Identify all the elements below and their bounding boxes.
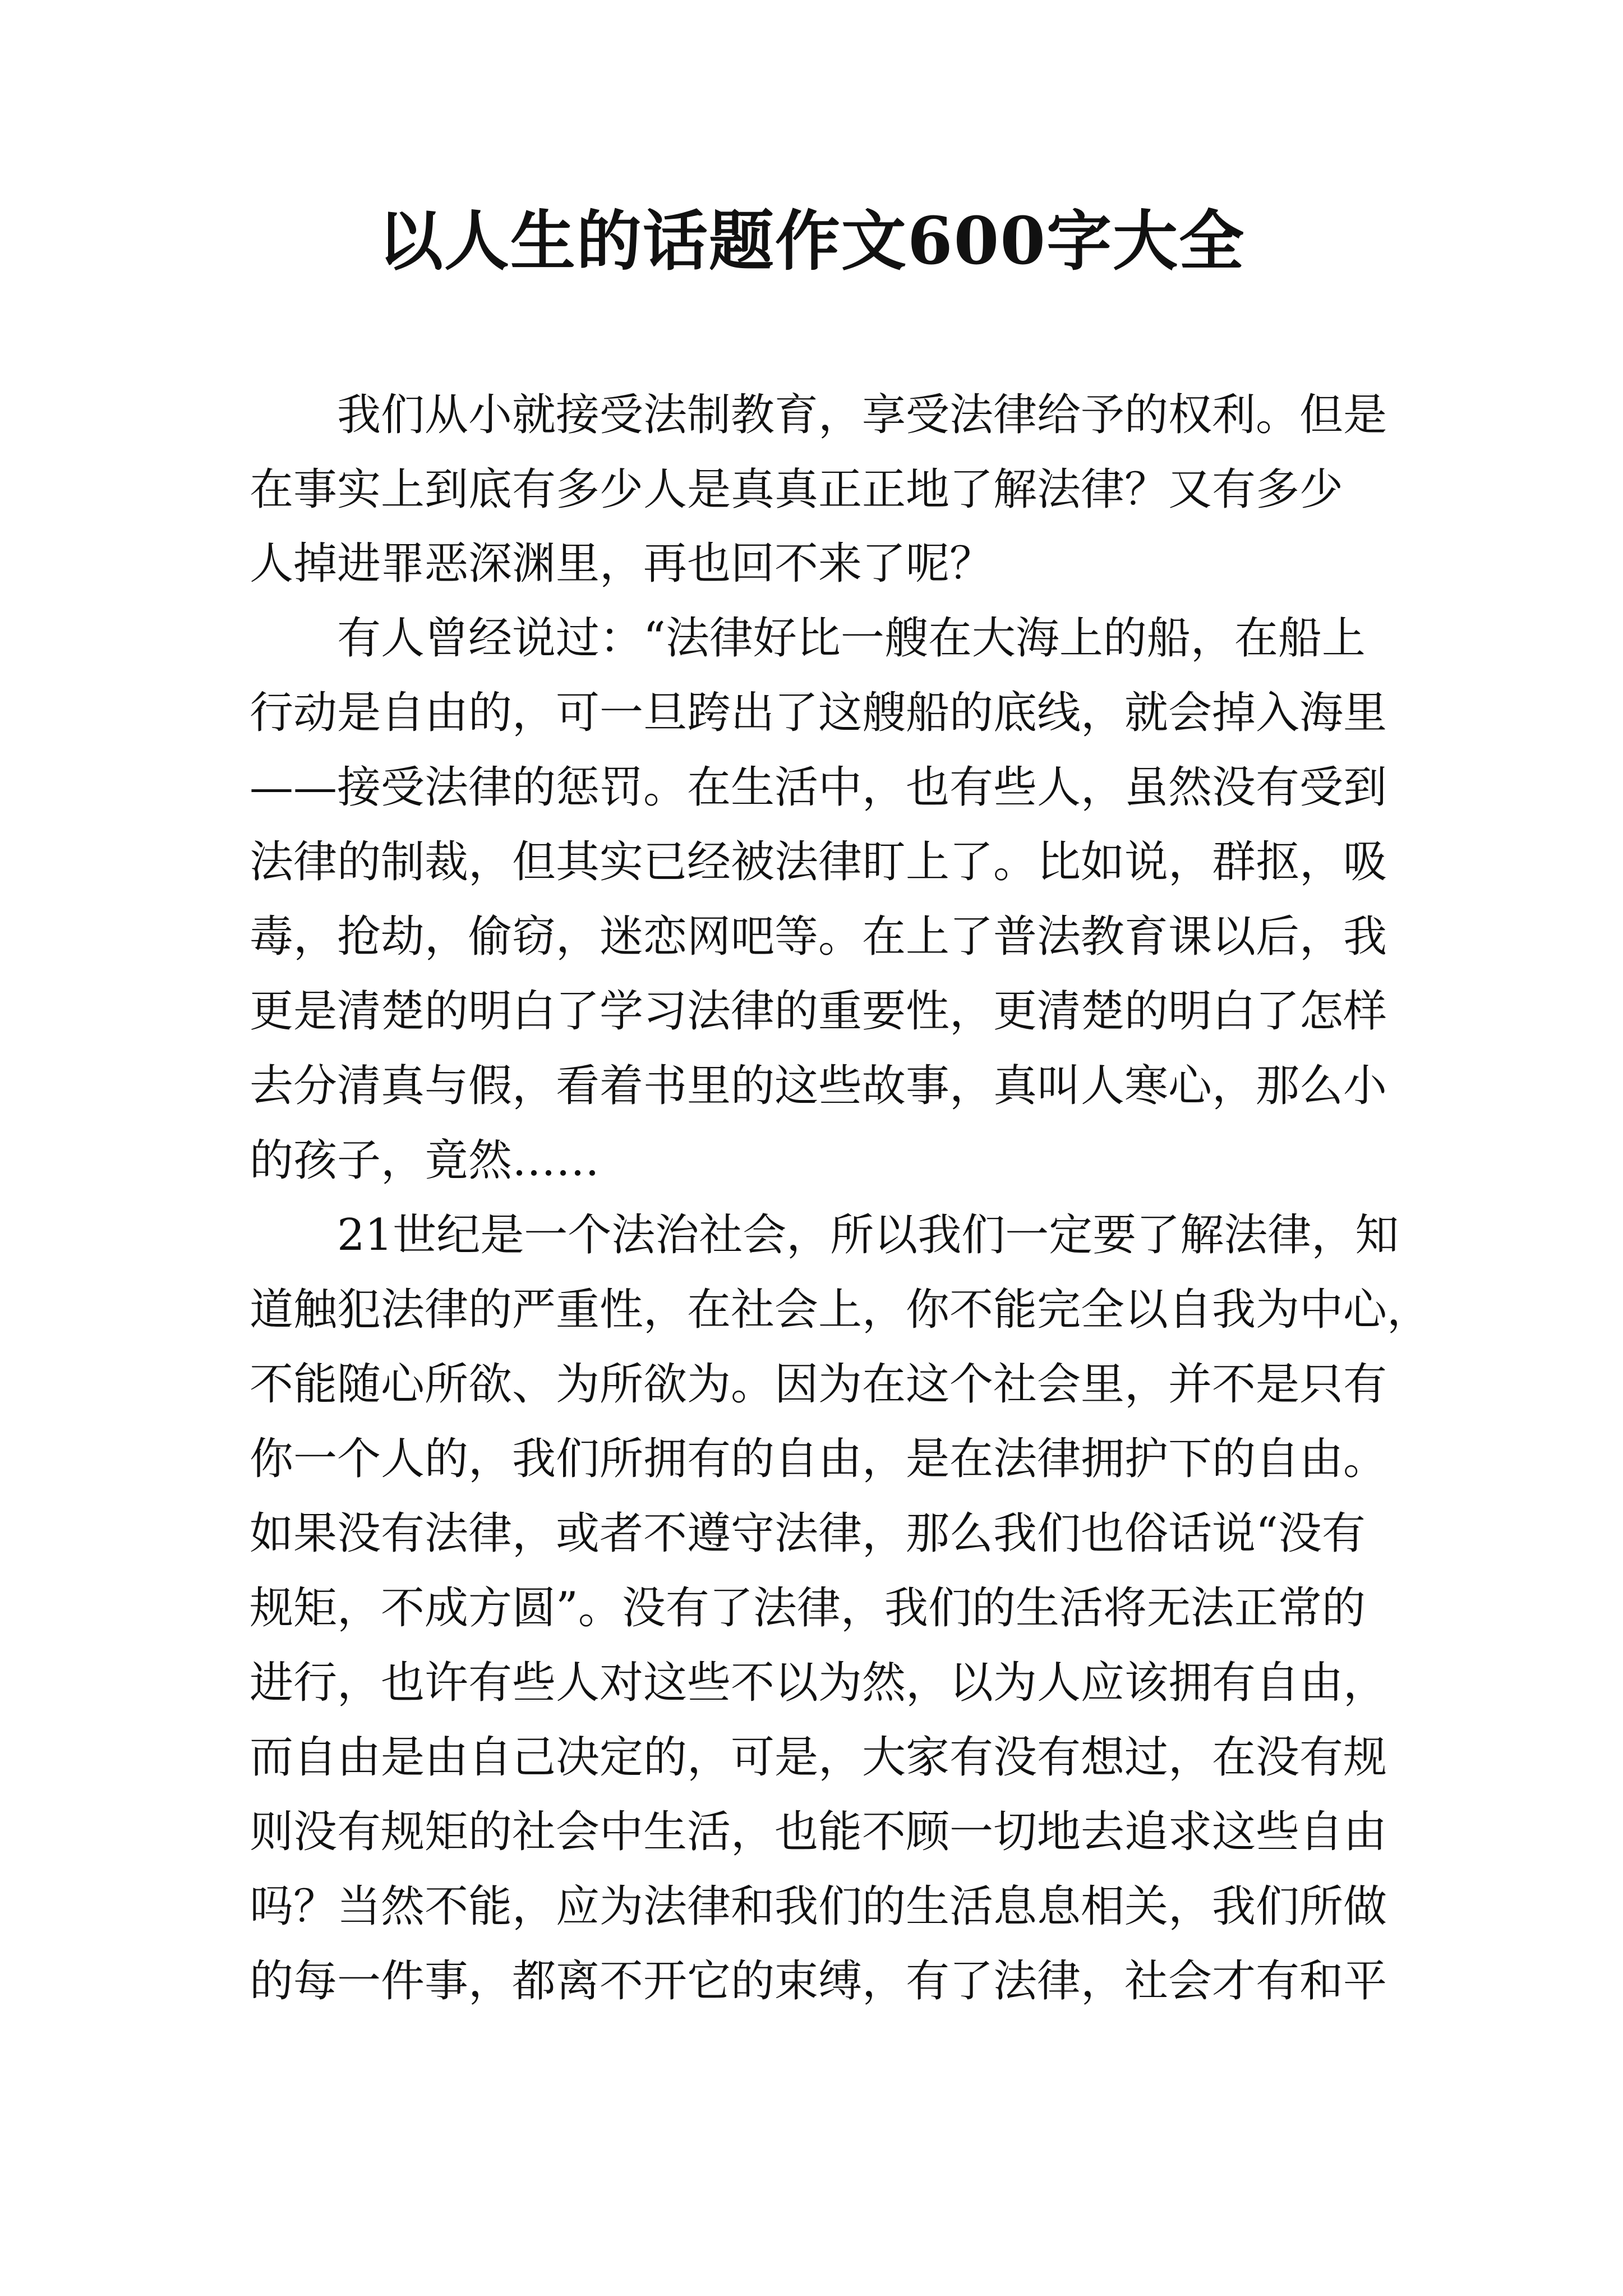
text-line: ——接受法律的惩罚。在生活中，也有些人，虽然没有受到 (250, 762, 1387, 813)
text-line: 在事实上到底有多少人是真真正正地了解法律？又有多少 (250, 464, 1344, 515)
text-line: 更是清楚的明白了学习法律的重要性，更清楚的明白了怎样 (250, 986, 1387, 1037)
text-line: 法律的制裁，但其实已经被法律盯上了。比如说，群抠，吸 (250, 837, 1387, 887)
text-line: 规矩，不成方圆”。没有了法律，我们的生活将无法正常的 (250, 1583, 1366, 1634)
text-line: 而自由是由自己决定的，可是，大家有没有想过，在没有规 (250, 1732, 1387, 1783)
text-line: 的每一件事，都离不开它的束缚，有了法律，社会才有和平 (250, 1956, 1387, 2007)
text-line: 如果没有法律，或者不遵守法律，那么我们也俗话说“没有 (250, 1508, 1366, 1559)
text-line: 的孩子，竟然…… (250, 1135, 600, 1186)
text-line: 毒，抢劫，偷窃，迷恋网吧等。在上了普法教育课以后，我 (250, 912, 1387, 962)
text-line: 道触犯法律的严重性，在社会上，你不能完全以自我为中心， (250, 1285, 1431, 1335)
document-title: 以人生的话题作文600字大全 (377, 203, 1246, 279)
text-line: 进行，也许有些人对这些不以为然，以为人应该拥有自由， (250, 1658, 1387, 1708)
text-line: 去分清真与假，看着书里的这些故事，真叫人寒心，那么小 (250, 1061, 1387, 1111)
text-line: 吗？当然不能，应为法律和我们的生活息息相关，我们所做 (250, 1881, 1387, 1932)
text-line: 你一个人的，我们所拥有的自由，是在法律拥护下的自由。 (250, 1434, 1387, 1484)
text-line: 不能随心所欲、为所欲为。因为在这个社会里，并不是只有 (250, 1359, 1387, 1410)
text-line: 有人曾经说过：“法律好比一艘在大海上的船，在船上 (250, 613, 1366, 664)
text-line: 人掉进罪恶深渊里，再也回不来了呢？ (250, 539, 994, 589)
text-line: 我们从小就接受法制教育，享受法律给予的权利。但是 (250, 390, 1387, 440)
text-line: 则没有规矩的社会中生活，也能不顾一切地去追求这些自由 (250, 1807, 1387, 1857)
text-line: 行动是自由的，可一旦跨出了这艘船的底线，就会掉入海里 (250, 688, 1387, 738)
text-line: 21世纪是一个法治社会，所以我们一定要了解法律，知 (250, 1210, 1399, 1260)
